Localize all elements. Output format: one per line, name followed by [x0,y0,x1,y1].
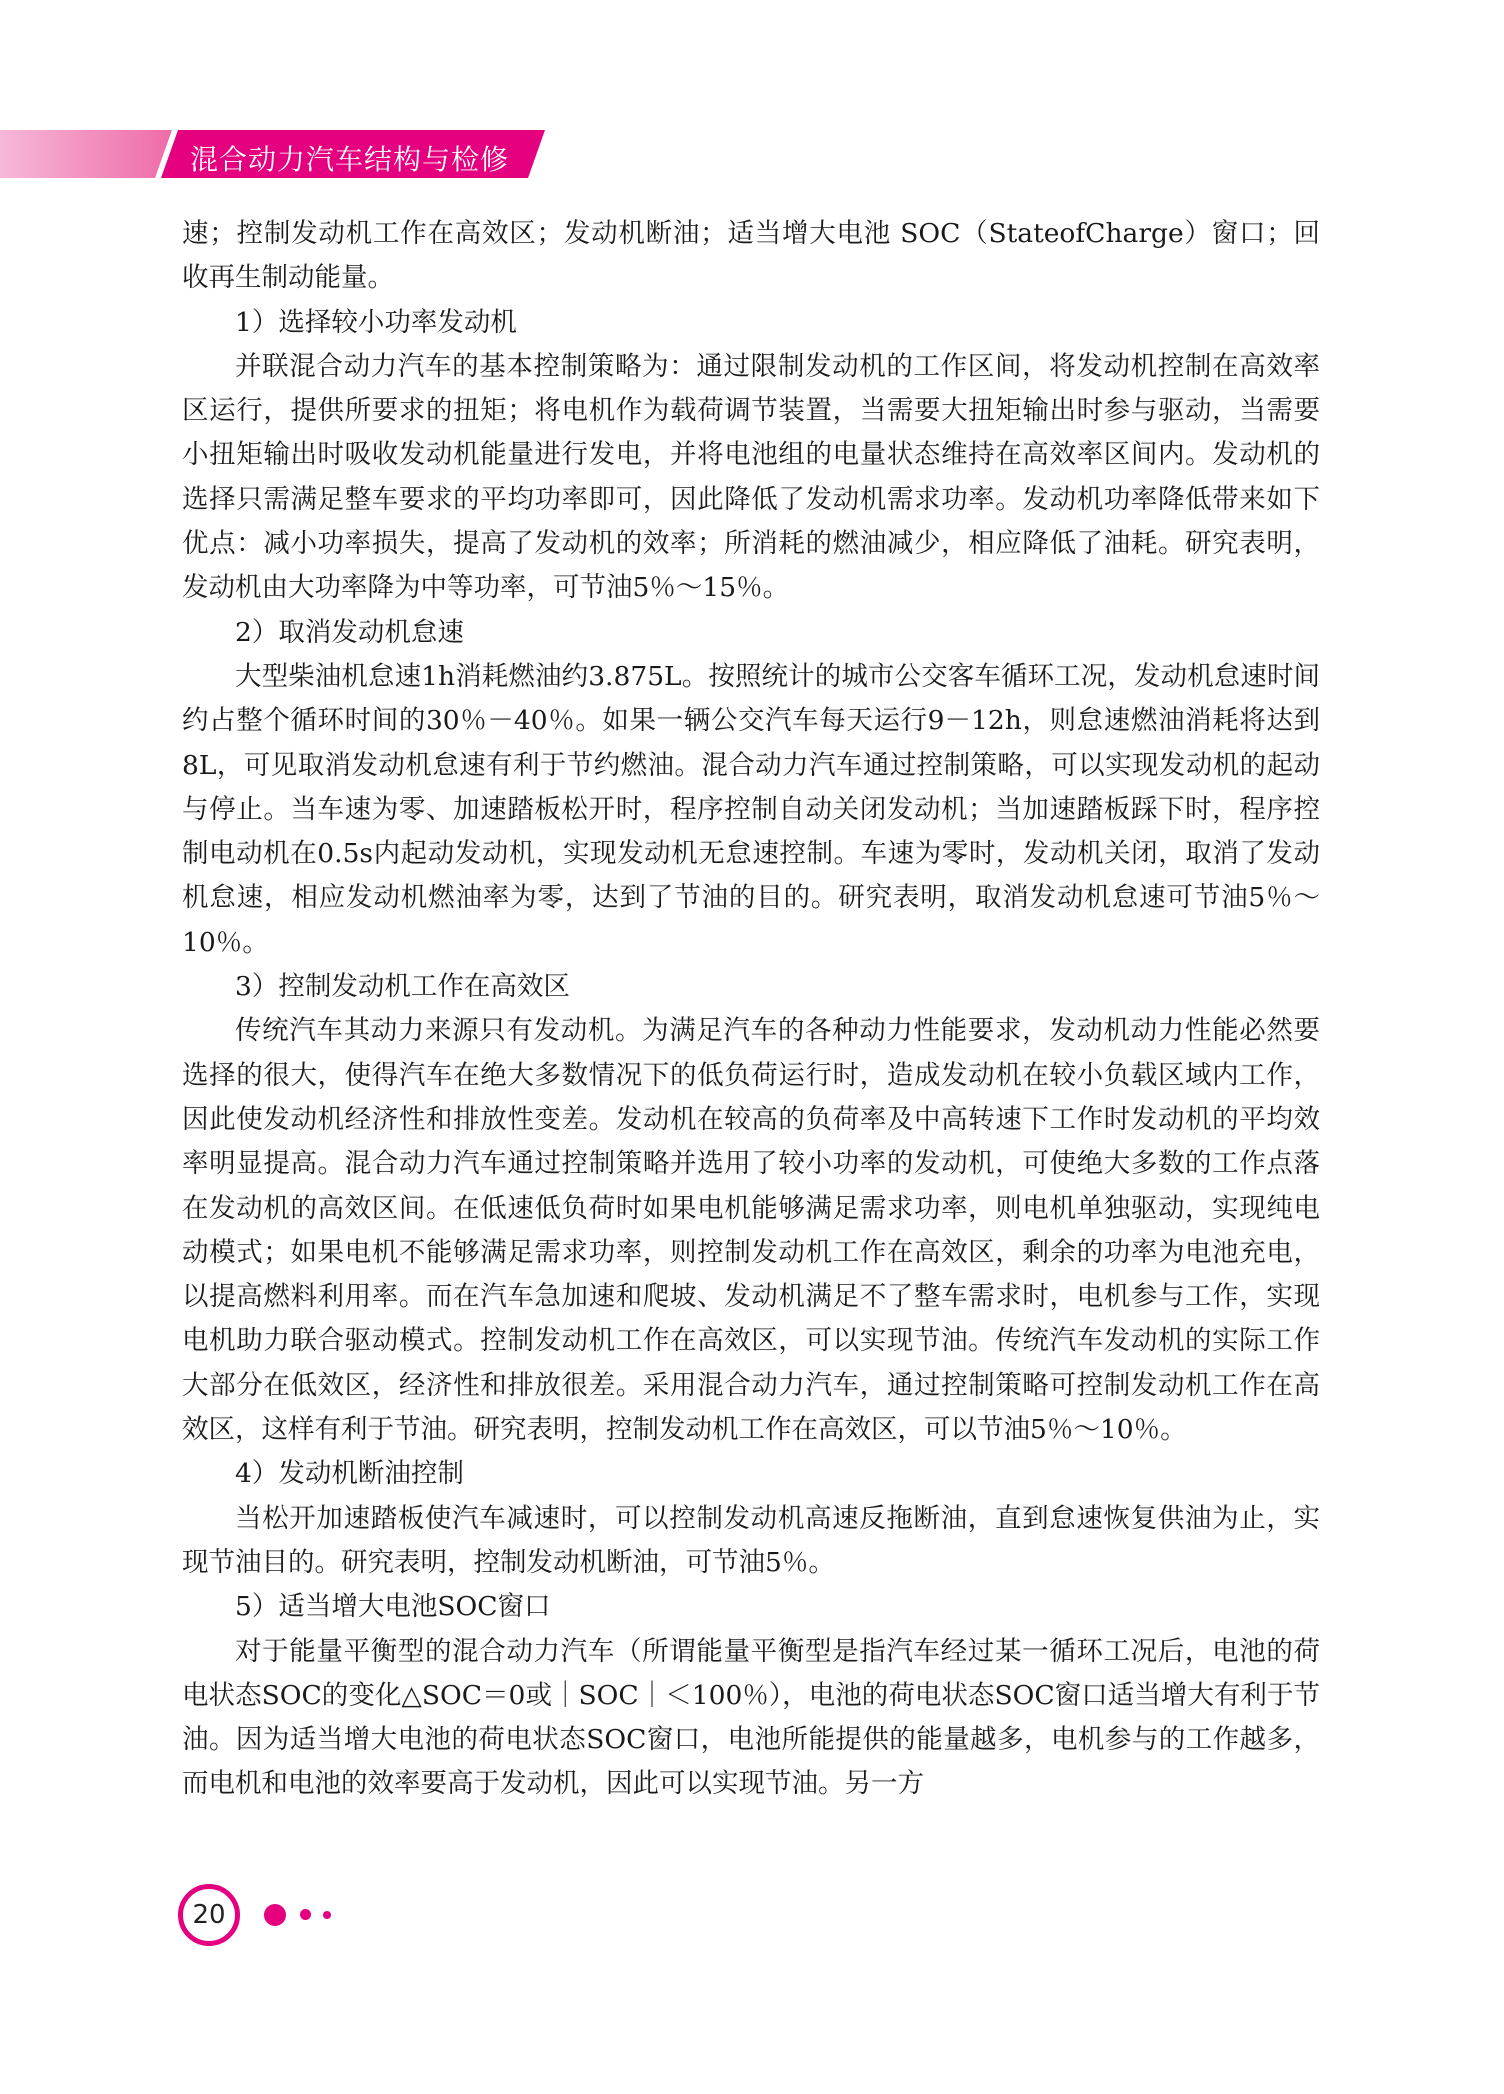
paragraph: 5）适当增大电池SOC窗口 [235,1591,551,1623]
page-body [182,212,1320,1807]
page-footer [178,1884,478,1954]
paragraph: 对于能量平衡型的混合动力汽车（所谓能量平衡型是指汽车经过某一循环工况后，电池的荷电状态SOC的变化△SOC＝0或｜SOC｜＜100％），电池的荷电状态SOC窗口适当增大有利于节油。因为适当增大电池的荷电状态SOC窗口，电池所能提供的能量越多，电机参与的工作越多，而电机和电池的效率要高于发动机，因此可以实现节油。另一方 [182,1635,1320,1800]
paragraph: 传统汽车其动力来源只有发动机。为满足汽车的各种动力性能要求，发动机动力性能必然要选择的很大，使得汽车在绝大多数情况下的低负荷运行时，造成发动机在较小负载区域内工作，因此使发动机经济性和排放性变差。发动机在较高的负荷率及中高转速下工作时发动机的平均效率明显提高。混合动力汽车通过控制策略并选用了较小功率的发动机，可使绝大多数的工作点落在发动机的高效区间。在低速低负荷时如果电机能够满足需求功率，则电机单独驱动，实现纯电动模式；如果电机不能够满足需求功率，则控制发动机工作在高效区，剩余的功率为电池充电，以提高燃料利用率。而在汽车急加速和爬坡、发动机满足不了整车需求时，电机参与工作，实现电机助力联合驱动模式。控制发动机工作在高效区，可以实现节油。传统汽车发动机的实际工作大部分在低效区，经济性和排放很差。采用混合动力汽车，通过控制策略可控制发动机工作在高效区，这样有利于节油。研究表明，控制发动机工作在高效区，可以节油5％～10％。 [182,1015,1320,1446]
decorative-dot-small [323,1911,331,1919]
page-number: 20 [192,1900,226,1930]
paragraph: 当松开加速踏板使汽车减速时，可以控制发动机高速反拖断油，直到怠速恢复供油为止，实现节油目的。研究表明，控制发动机断油，可节油5％。 [182,1502,1320,1578]
header-title: 混合动力汽车结构与检修 [190,143,510,176]
paragraph: 4）发动机断油控制 [235,1458,464,1490]
paragraph: 3）控制发动机工作在高效区 [235,971,570,1003]
paragraph: 速；控制发动机工作在高效区；发动机断油；适当增大电池 SOC（StateofCharge）窗口；回收再生制动能量。 [182,218,1320,294]
paragraph: 1）选择较小功率发动机 [235,306,517,338]
paragraph: 并联混合动力汽车的基本控制策略为：通过限制发动机的工作区间，将发动机控制在高效率区运行，提供所要求的扭矩；将电机作为载荷调节装置，当需要大扭矩输出时参与驱动，当需要小扭矩输出时吸收发动机能量进行发电，并将电池组的电量状态维持在高效率区间内。发动机的选择只需满足整车要求的平均功率即可，因此降低了发动机需求功率。发动机功率降低带来如下优点：减小功率损失，提高了发动机的效率；所消耗的燃油减少，相应降低了油耗。研究表明，发动机由大功率降为中等功率，可节油5％～15％。 [182,350,1320,604]
paragraph: 大型柴油机怠速1h消耗燃油约3.875L。按照统计的城市公交客车循环工况，发动机怠速时间约占整个循环时间的30％－40％。如果一辆公交汽车每天运行9－12h，则怠速燃油消耗将达到8L，可见取消发动机怠速有利于节约燃油。混合动力汽车通过控制策略，可以实现发动机的起动与停止。当车速为零、加速踏板松开时，程序控制自动关闭发动机；当加速踏板踩下时，程序控制电动机在0.5s内起动发动机，实现发动机无怠速控制。车速为零时，发动机关闭，取消了发动机怠速，相应发动机燃油率为零，达到了节油的目的。研究表明，取消发动机怠速可节油5％～10％。 [182,660,1320,958]
decorative-dot-medium [300,1909,311,1920]
decorative-dot-large [264,1904,286,1926]
paragraph: 2）取消发动机怠速 [235,616,464,648]
